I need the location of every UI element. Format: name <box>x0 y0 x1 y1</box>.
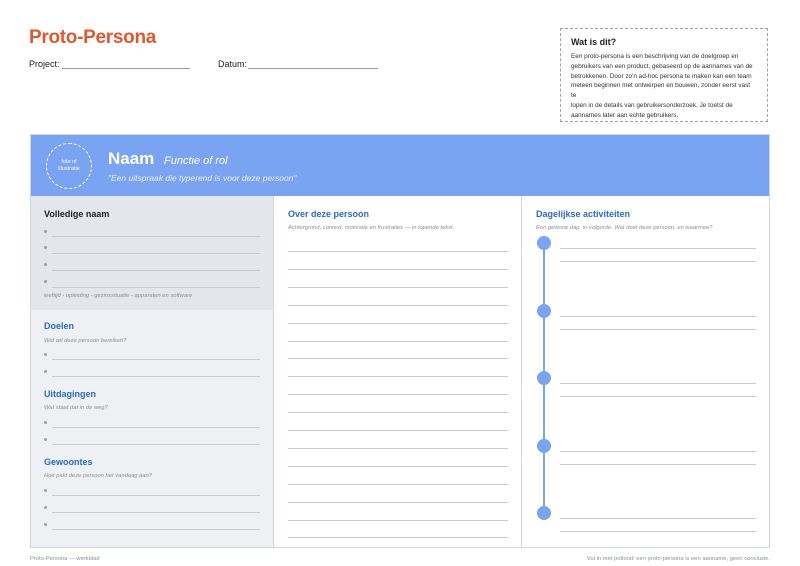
about-line[interactable] <box>288 412 508 413</box>
habits-line[interactable] <box>52 512 260 513</box>
photo-placeholder[interactable] <box>46 143 92 189</box>
timeline-dot <box>537 371 551 385</box>
activity-line[interactable] <box>560 451 756 452</box>
timeline-dot <box>537 236 551 250</box>
about-line[interactable] <box>288 430 508 431</box>
fullname-line[interactable] <box>52 236 260 237</box>
bullet <box>44 489 47 492</box>
activity-line[interactable] <box>560 329 756 330</box>
footer-left: Proto-Persona — werkblad <box>30 556 100 562</box>
project-field[interactable] <box>62 68 190 69</box>
about-line[interactable] <box>288 484 508 485</box>
info-line: betrokkenen. Door zo'n ad-hoc persona te maken kan een team <box>571 72 752 80</box>
activity-line[interactable] <box>560 316 756 317</box>
goals-line[interactable] <box>52 376 260 377</box>
about-line[interactable] <box>288 287 508 288</box>
fullname-hint: leeftijd - opleiding - gezinssituatie - apparaten en software <box>44 293 193 299</box>
goals-line[interactable] <box>52 359 260 360</box>
timeline-dot <box>537 439 551 453</box>
info-line: meteen beginnen met ontwerpen en bouwen, zonder eerst vast te <box>571 82 751 100</box>
date-label: Datum: <box>218 59 248 69</box>
bullet <box>44 246 47 249</box>
activity-line[interactable] <box>560 248 756 249</box>
habits-line[interactable] <box>52 495 260 496</box>
bullet <box>44 421 47 424</box>
info-line: gebruikers van een product, gebaseerd op de aannames van de <box>571 62 753 70</box>
timeline-dot <box>537 304 551 318</box>
about-line[interactable] <box>288 394 508 395</box>
persona-role[interactable]: Functie of rol <box>164 155 228 167</box>
about-line[interactable] <box>288 323 508 324</box>
challenges-hint: Wat staat dat in de weg? <box>44 405 108 411</box>
goals-title: Doelen <box>44 321 75 331</box>
about-line[interactable] <box>288 520 508 521</box>
persona-name[interactable]: Naam <box>108 149 155 168</box>
challenges-title: Uitdagingen <box>44 389 96 399</box>
bullet <box>44 280 47 283</box>
bullet <box>44 353 47 356</box>
project-label: Project: <box>29 59 60 69</box>
bullet <box>44 230 47 233</box>
habits-line[interactable] <box>52 529 260 530</box>
bullet <box>44 438 47 441</box>
info-line: aannames later aan echte gebruikers. <box>571 111 679 119</box>
bullet <box>44 370 47 373</box>
bullet <box>44 263 47 266</box>
bullet <box>44 523 47 526</box>
about-line[interactable] <box>288 466 508 467</box>
activity-line[interactable] <box>560 261 756 262</box>
activity-line[interactable] <box>560 518 756 519</box>
about-line[interactable] <box>288 251 508 252</box>
persona-quote[interactable]: "Een uitspraak die typerend is voor deze persoon" <box>108 173 297 183</box>
info-line: lopen in de details van gebruikersonderzoek. Je toetst de <box>571 101 733 109</box>
date-field[interactable] <box>248 68 378 69</box>
about-line[interactable] <box>288 358 508 359</box>
habits-hint: Hoe pakt deze persoon het vandaag aan? <box>44 473 152 479</box>
about-line[interactable] <box>288 448 508 449</box>
fullname-line[interactable] <box>52 253 260 254</box>
activity-line[interactable] <box>560 531 756 532</box>
about-title: Over deze persoon <box>288 209 370 219</box>
goals-hint: Wat wil deze persoon bereiken? <box>44 338 127 344</box>
activities-title: Dagelijkse activiteiten <box>536 209 631 219</box>
fullname-line[interactable] <box>52 270 260 271</box>
page-title: Proto-Persona <box>29 27 157 48</box>
info-text <box>571 52 757 121</box>
habits-title: Gewoontes <box>44 457 93 467</box>
footer-right: Vul in met potlood: een proto-persona is een aanname, geen conclusie. <box>586 556 770 562</box>
activity-line[interactable] <box>560 383 756 384</box>
about-line[interactable] <box>288 269 508 270</box>
timeline-dot <box>537 506 551 520</box>
bullet <box>44 506 47 509</box>
info-line: Een proto-persona is een beschrijving van de doelgroep en <box>571 53 739 60</box>
activity-line[interactable] <box>560 464 756 465</box>
challenges-line[interactable] <box>52 427 260 428</box>
column-divider <box>273 196 274 547</box>
about-line[interactable] <box>288 341 508 342</box>
activities-hint: Een gewone dag, in volgorde. Wat doet deze persoon, en waarmee? <box>536 225 713 231</box>
column-divider <box>521 196 522 547</box>
about-line[interactable] <box>288 305 508 306</box>
activity-line[interactable] <box>560 396 756 397</box>
about-line[interactable] <box>288 376 508 377</box>
fullname-line[interactable] <box>52 287 260 288</box>
about-hint: Achtergrond, context, motivatie en frustraties — in lopende tekst. <box>288 225 455 231</box>
about-line[interactable] <box>288 537 508 538</box>
info-title: Wat is dit? <box>571 37 617 47</box>
about-line[interactable] <box>288 502 508 503</box>
fullname-title: Volledige naam <box>44 209 110 219</box>
info-box <box>560 28 768 122</box>
challenges-line[interactable] <box>52 444 260 445</box>
photo-label: foto of illustratie <box>58 159 80 172</box>
